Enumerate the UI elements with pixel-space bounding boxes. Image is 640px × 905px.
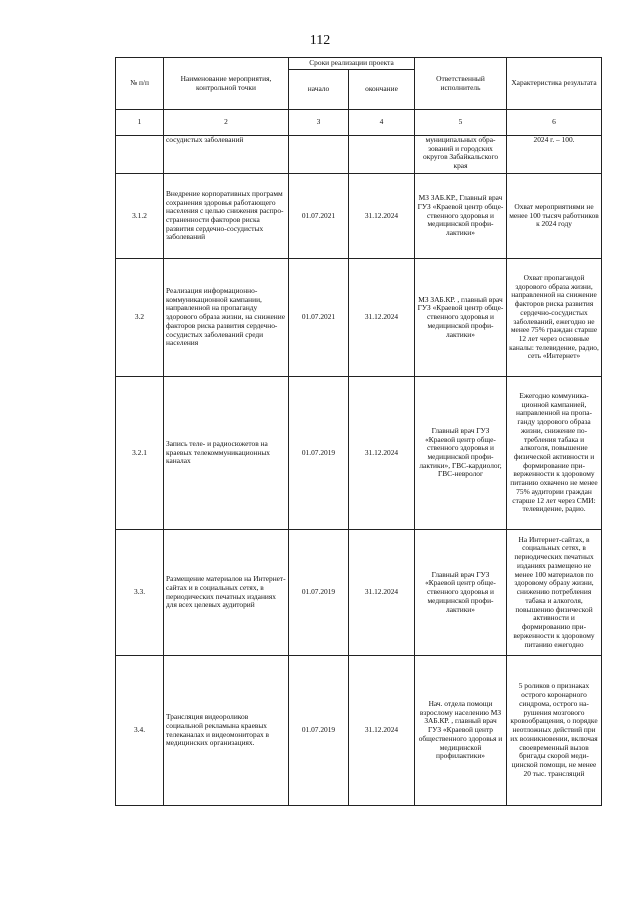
column-number-row [116,110,602,136]
row-name: сосудистых заболеваний [164,136,289,174]
header-responsible: Ответственный исполнитель [415,58,507,110]
table-row [116,259,602,377]
row-name: Трансляция видеороликов социальной рекламына краевых телеканалах и видеомониторах в медицинских организациях. [164,656,289,806]
table-row [116,136,602,174]
row-responsible: Нач. отдела помощи взрослому населению МЗ ЗАБ.КР. , главный врач ГУЗ «Краевой центр общественного здоровья и медицинской профилактики» [415,656,507,806]
row-num [116,136,164,174]
row-name: Запись теле- и радиосюжетов на краевых телекоммуникационных каналах [164,377,289,530]
row-name: Реализация информационно-коммуникационной кампании, направленной на пропаганду здорового образа жизни, на снижение факторов риска развития сердечно-сосудистых заболеваний среди населения [164,259,289,377]
row-start: 01.07.2021 [289,259,349,377]
row-result: 2024 г. – 100. [507,136,602,174]
row-num: 3.3. [116,530,164,656]
row-start: 01.07.2019 [289,656,349,806]
row-start: 01.07.2019 [289,377,349,530]
header-terms: Сроки реализации проекта [289,58,415,70]
table-row [116,174,602,259]
table-row [116,530,602,656]
header-result: Характеристика результата [507,58,602,110]
table-row [116,656,602,806]
row-result: Охват пропагандой здорового образа жизни, направленной на снижение факторов риска развития сердечно-сосудистых заболеваний, ежегодно не менее 75% граждан старше 12 лет через основные каналы: телевидение, радио, сеть «Интернет» [507,259,602,377]
row-result: На Интернет-сайтах, в социальных сетях, в периодических печатных изданиях размещено не менее 100 материалов по здоровому образу жизни, снижению потребления табака и алкоголя, повышению физической активности и формированию приверженности к здоровому питанию ежегодно [507,530,602,656]
row-responsible: муниципальных образований и городских округов Забайкальского края [415,136,507,174]
header-num: № п/п [116,58,164,110]
header-start: начало [289,70,349,110]
row-name: Размещение материалов на Интернет-сайтах и в социальных сетях, в периодических печатных изданиях для всех целевых аудиторий [164,530,289,656]
row-name: Внедрение корпоративных программ сохранения здоровья работающего населения с целью снижения распространенности факторов риска развития сердечно-сосудистых заболеваний [164,174,289,259]
column-number: 6 [507,110,602,136]
row-responsible: Главный врач ГУЗ «Краевой центр общественного здоровья и медицинской профилактики», ГВС-кардиолог, ГВС-невролог [415,377,507,530]
row-result: Ежегодно коммуникационной кампанией, направленной на пропаганду здорового образа жизни, снижение потребления табака и алкоголя, повышение физической активности и формирование приверженности к здоровому питанию охвачено не менее 75% аудитории граждан старше 12 лет через СМИ: телевидение, радио. [507,377,602,530]
row-num: 3.4. [116,656,164,806]
row-end: 31.12.2024 [349,656,415,806]
header-row [116,58,602,70]
page-number: 112 [309,33,331,48]
row-start [289,136,349,174]
row-num: 3.1.2 [116,174,164,259]
column-number: 3 [289,110,349,136]
row-end: 31.12.2024 [349,259,415,377]
row-start: 01.07.2019 [289,530,349,656]
header-end: окончание [349,70,415,110]
row-end [349,136,415,174]
row-num: 3.2 [116,259,164,377]
table-row [116,377,602,530]
row-end: 31.12.2024 [349,377,415,530]
row-responsible: Главный врач ГУЗ «Краевой центр общественного здоровья и медицинской профилактики» [415,530,507,656]
project-table [115,57,602,806]
column-number: 2 [164,110,289,136]
row-end: 31.12.2024 [349,174,415,259]
row-responsible: МЗ ЗАБ.КР. , главный врач ГУЗ «Краевой центр общественного здоровья и медицинской профилактики» [415,259,507,377]
row-start: 01.07.2021 [289,174,349,259]
column-number: 5 [415,110,507,136]
row-responsible: МЗ ЗАБ.КР., Главный врач ГУЗ «Краевой центр общественного здоровья и медицинской профилактики» [415,174,507,259]
row-result: Охват мероприятиями не менее 100 тысяч работников к 2024 году [507,174,602,259]
column-number: 1 [116,110,164,136]
row-result: 5 роликов о признаках острого коронарного синдрома, острого нарушения мозгового кровообращения, о порядке неотложных действий при их возникновении, включая своевременный вызов бригады скорой медицинской помощи, не менее 20 тыс. трансляций [507,656,602,806]
row-num: 3.2.1 [116,377,164,530]
header-name: Наименование мероприятия, контрольной точки [164,58,289,110]
row-end: 31.12.2024 [349,530,415,656]
column-number: 4 [349,110,415,136]
